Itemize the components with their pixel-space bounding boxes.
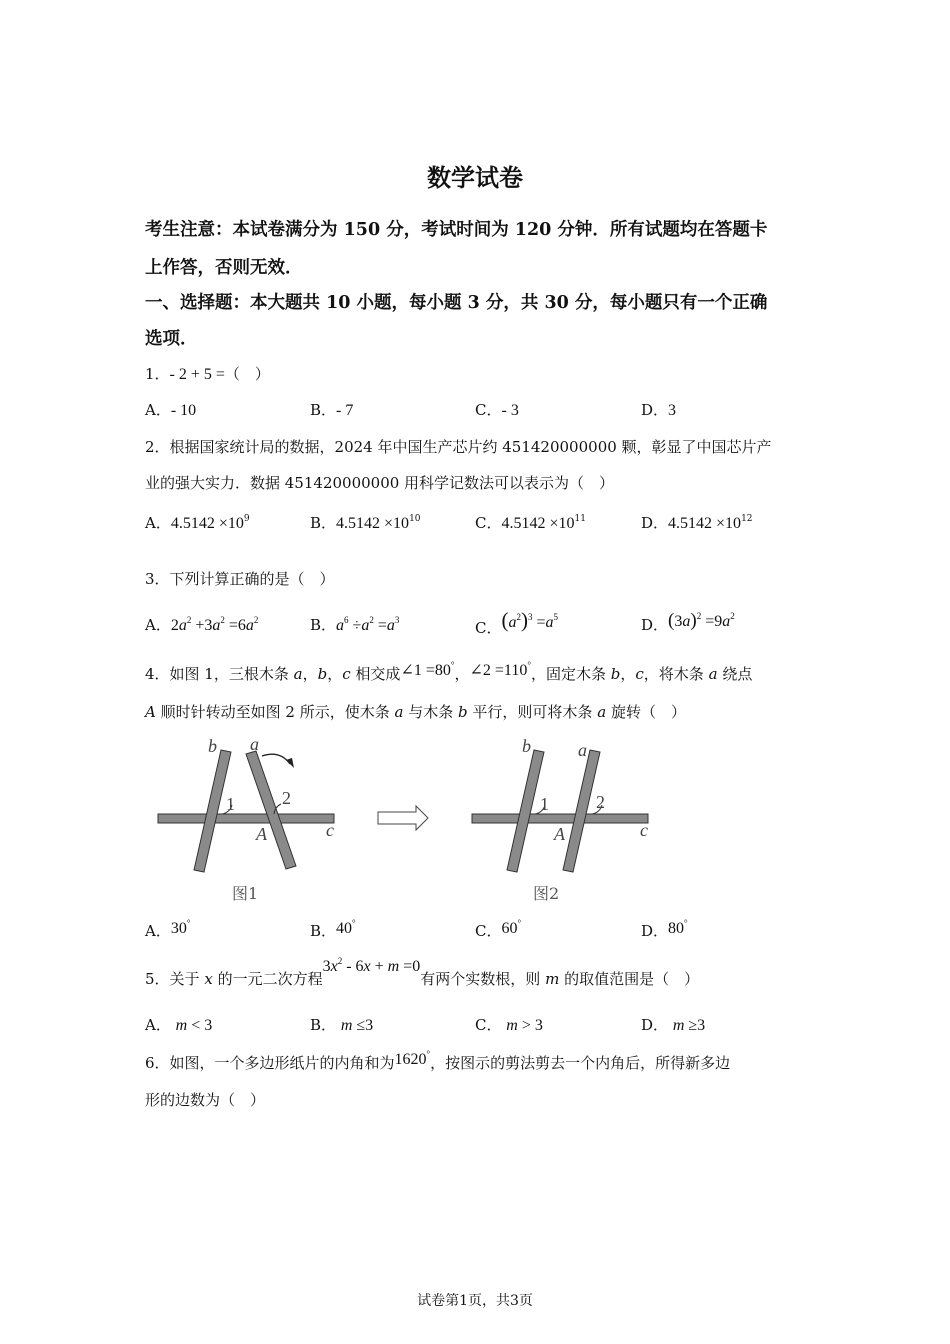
label-2-fig2: 2 [596,792,605,812]
q4-option-c: C．60° [475,918,522,940]
question-1 [145,363,270,384]
q4-option-d: D．80° [641,918,688,940]
section-heading-line-1: 一、选择题：本大题共 10 小题，每小题 3 分，共 30 分，每小题只有一个正确 [145,293,768,313]
q3-option-a: A．$2a^2 +3a^2 =6a^2$ [145,615,259,634]
label-a-fig2: a [578,740,587,760]
q2-option-b: B．$4.5142 \times 10^{10}$ [310,514,421,532]
stick-b-fig2 [507,750,544,872]
q5-option-a: A． m < 3 [145,1016,213,1034]
q4-option-a: A．30° [145,918,191,940]
q1-option-a: A．- 10 [145,401,197,419]
label-c-fig2: c [640,820,648,840]
rotation-figure [150,732,670,912]
figure-2-caption: 图2 [533,884,560,903]
notice-line-2: 上作答，否则无效． [145,258,303,278]
notice-line-1: 考生注意：本试卷满分为 150 分，考试时间为 120 分钟．所有试题均在答题卡 [145,220,768,240]
q5-option-d: D． m ≥3 [641,1016,706,1034]
q2-option-c: C．$4.5142 \times 10^{11}$ [475,514,586,532]
question-6-line-1: 6．如图，一个多边形纸片的内角和为1620°，按图示的剪法剪去一个内角后，所得新多边 [145,1049,731,1072]
question-3: 3．下列计算正确的是（ ） [145,570,335,588]
label-b-fig2: b [522,736,531,756]
label-b: b [208,736,217,756]
q3-option-d: D．$(3a)^2 =9a^2$ [641,610,735,634]
transform-arrow [378,806,428,830]
question-6-line-2: 形的边数为（ ） [145,1091,266,1109]
label-A: A [256,824,267,844]
figure-1-caption: 图1 [232,884,259,903]
stick-c-fig1 [158,814,334,823]
q5-option-c: C． m > 3 [475,1016,543,1034]
section-heading-line-2: 选项． [145,329,198,349]
question-number: 1． [145,365,170,383]
math-expression: - 2 + 5 = [169,366,225,383]
arrow-head [286,758,294,768]
label-A-fig2: A [554,824,565,844]
question-5: 5．关于 x 的一元二次方程$3x^2 - 6x + m =0$有两个实数根，则 m 的取值范围是（ ） [145,956,700,988]
q3-option-b: B．$a^6 \div a^2 =a^3$ [310,615,400,634]
stick-c-fig2 [472,814,648,823]
q3-option-c: C．$(a^2)^3 =a^5$ [475,608,559,637]
q2-option-a: A．$4.5142 \times 10^9$ [145,514,250,532]
question-4-line-2: A 顺时针转动至如图 2 所示，使木条 a 与木条 b 平行，则可将木条 a 旋转（ ） [145,703,686,721]
question-4-line-1: 4．如图 1，三根木条 a，b，c 相交成∠1 =80°，∠2 =110°，固定木条 b，c，将木条 a 绕点 [145,660,753,683]
answer-paren: （ ） [224,365,270,383]
question-2-line-2: 业的强大实力．数据 451420000000 用科学记数法可以表示为（ ） [145,474,615,492]
stick-a-fig1 [246,751,296,869]
q5-option-b: B． m ≤3 [310,1016,374,1034]
stick-a-fig2 [563,750,600,872]
label-a: a [250,734,259,754]
q4-option-b: B．40° [310,918,356,940]
rotation-arrow [262,754,290,764]
q1-option-d: D．3 [641,401,677,419]
q2-option-d: D．$4.5142 \times 10^{12}$ [641,514,753,532]
page-footer: 试卷第1页，共3页 [417,1293,533,1309]
q1-option-c: C．- 3 [475,401,519,419]
label-1: 1 [226,794,235,814]
q1-option-b: B．- 7 [310,401,354,419]
page-title: 数学试卷 [427,163,523,192]
label-1-fig2: 1 [540,794,549,814]
question-2-line-1: 2．根据国家统计局的数据，2024 年中国生产芯片约 451420000000 颗，彰显了中国芯片产 [145,438,772,456]
label-2: 2 [282,788,291,808]
label-c: c [326,820,334,840]
